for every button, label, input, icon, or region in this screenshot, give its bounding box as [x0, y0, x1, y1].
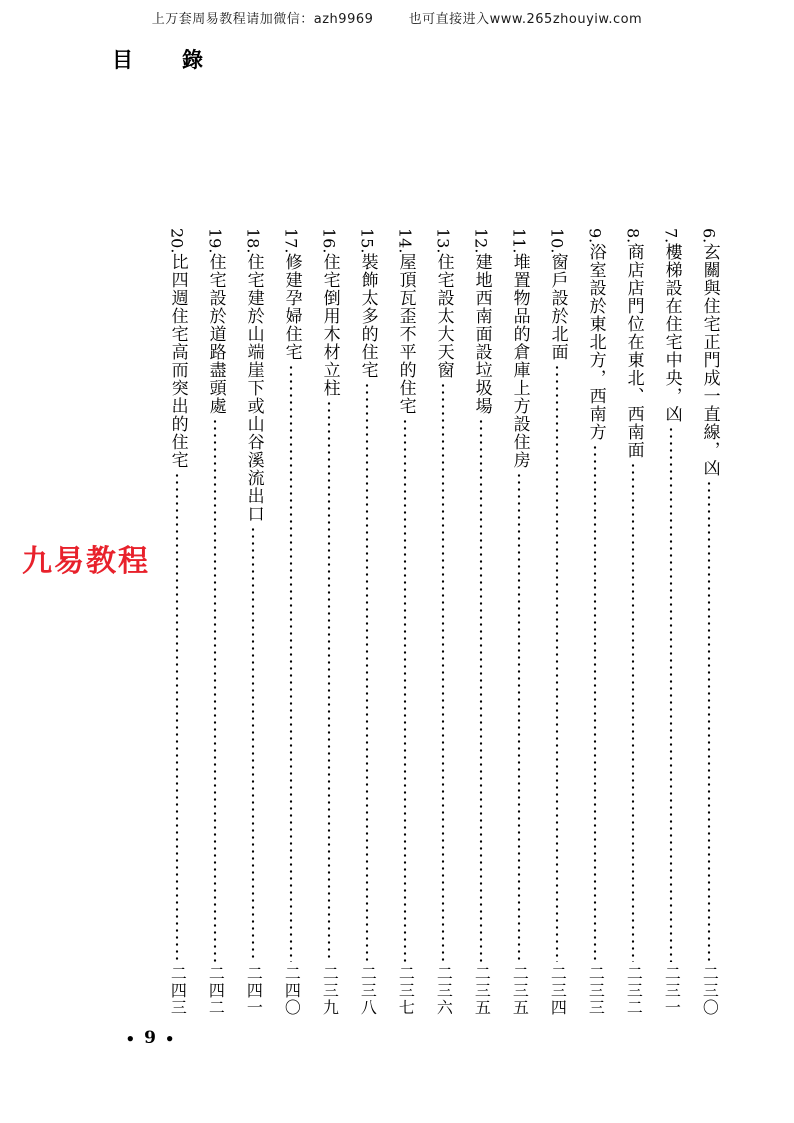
footer-left-dot: •: [125, 1029, 136, 1048]
toc-leader-dots: [669, 426, 673, 962]
toc-entry-title: 裝飾太多的住宅: [357, 253, 378, 380]
toc-entry-page: 二三四: [548, 965, 568, 1016]
toc-entry-title: 屋頂瓦歪不平的住宅: [395, 253, 416, 416]
toc-leader-dots: [517, 472, 521, 962]
toc-entry-number: 7.: [661, 228, 681, 244]
toc-entry-title: 商店店門位在東北、西南面: [623, 243, 644, 460]
toc-leader-dots: [479, 418, 483, 962]
toc-entry-number: 17.: [281, 228, 301, 254]
toc-entry[interactable]: [234, 228, 272, 1018]
toc-leader-dots: [327, 400, 331, 962]
toc-entry-number: 14.: [395, 228, 415, 254]
top-watermark-banner: [0, 8, 794, 27]
toc-leader-dots: [403, 418, 407, 962]
toc-entry[interactable]: [500, 228, 538, 1018]
toc-entry-title: 堆置物品的倉庫上方設住房: [509, 253, 530, 470]
toc-leader-dots: [289, 364, 293, 962]
toc-entry-number: 18.: [243, 228, 263, 254]
table-of-contents: [88, 228, 728, 1018]
toc-entry-page: 二三三: [586, 965, 606, 1016]
footer-number: 9: [144, 1028, 156, 1048]
toc-entry-title: 建地西南面設垃圾場: [471, 253, 492, 416]
toc-leader-dots: [175, 472, 179, 962]
toc-entry-page: 二三八: [358, 965, 378, 1016]
toc-entry-title: 住宅倒用木材立柱: [319, 253, 340, 398]
toc-leader-dots: [213, 418, 217, 962]
toc-entry[interactable]: [462, 228, 500, 1018]
page-title: 目 錄: [112, 47, 217, 72]
toc-entry-title: 住宅設太大天窗: [433, 253, 454, 380]
banner-left-text: 上万套周易教程请加微信：azh9969: [151, 12, 374, 27]
toc-leader-dots: [631, 462, 635, 962]
toc-entry[interactable]: [652, 228, 690, 1018]
toc-entry-number: 15.: [357, 228, 377, 254]
toc-entry[interactable]: [196, 228, 234, 1018]
toc-entry-number: 9.: [585, 228, 605, 244]
footer-right-dot: •: [164, 1029, 175, 1048]
toc-entry-title: 玄關與住宅正門成一直線，凶: [699, 243, 720, 478]
toc-entry-page: 二四〇: [282, 965, 302, 1016]
toc-entry[interactable]: [348, 228, 386, 1018]
toc-entry-page: 二三二: [624, 965, 644, 1016]
toc-entry-page: 二三九: [320, 965, 340, 1016]
toc-entry-page: 二三五: [510, 965, 530, 1016]
banner-right-text: 也可直接进入www.265zhouyiw.com: [408, 12, 643, 27]
toc-entry[interactable]: [310, 228, 348, 1018]
toc-leader-dots: [593, 444, 597, 962]
toc-entry[interactable]: [690, 228, 728, 1018]
logo-watermark: 九易教程: [22, 544, 150, 579]
toc-entry-number: 19.: [205, 228, 225, 254]
toc-entry-title: 修建孕婦住宅: [281, 253, 302, 362]
toc-entry-page: 二三五: [472, 965, 492, 1016]
toc-entry-title: 浴室設於東北方，西南方: [585, 243, 606, 442]
toc-entry-title: 住宅建於山端崖下或山谷溪流出口: [243, 253, 264, 524]
toc-entry-number: 20.: [167, 228, 187, 254]
toc-entry-page: 二四三: [168, 965, 188, 1016]
toc-entry-number: 6.: [699, 228, 719, 244]
toc-entry-title: 比四週住宅高而突出的住宅: [167, 253, 188, 470]
toc-entry-page: 二三一: [662, 965, 682, 1016]
toc-entry-title: 樓梯設在住宅中央，凶: [661, 243, 682, 424]
toc-entry[interactable]: [272, 228, 310, 1018]
toc-entry-number: 8.: [623, 228, 643, 244]
toc-entry-page: 二三六: [434, 965, 454, 1016]
toc-leader-dots: [555, 364, 559, 962]
toc-entry[interactable]: [424, 228, 462, 1018]
toc-entry[interactable]: [538, 228, 576, 1018]
toc-entry[interactable]: [386, 228, 424, 1018]
toc-entry-page: 二四一: [244, 965, 264, 1016]
toc-entry[interactable]: [576, 228, 614, 1018]
toc-entry-page: 二三七: [396, 965, 416, 1016]
toc-entry-page: 二三〇: [700, 965, 720, 1016]
toc-entry[interactable]: [158, 228, 196, 1018]
toc-entry-number: 16.: [319, 228, 339, 254]
toc-entry-page: 二四二: [206, 965, 226, 1016]
footer-page-number: [0, 1028, 300, 1048]
toc-entry[interactable]: [614, 228, 652, 1018]
toc-entry-number: 11.: [509, 228, 529, 254]
toc-leader-dots: [441, 382, 445, 962]
toc-leader-dots: [707, 480, 711, 962]
toc-leader-dots: [365, 382, 369, 962]
toc-entry-title: 窗戶設於北面: [547, 253, 568, 362]
toc-entry-number: 13.: [433, 228, 453, 254]
toc-leader-dots: [251, 526, 255, 962]
toc-entry-title: 住宅設於道路盡頭處: [205, 253, 226, 416]
toc-entry-number: 12.: [471, 228, 491, 254]
toc-entry-number: 10.: [547, 228, 567, 254]
